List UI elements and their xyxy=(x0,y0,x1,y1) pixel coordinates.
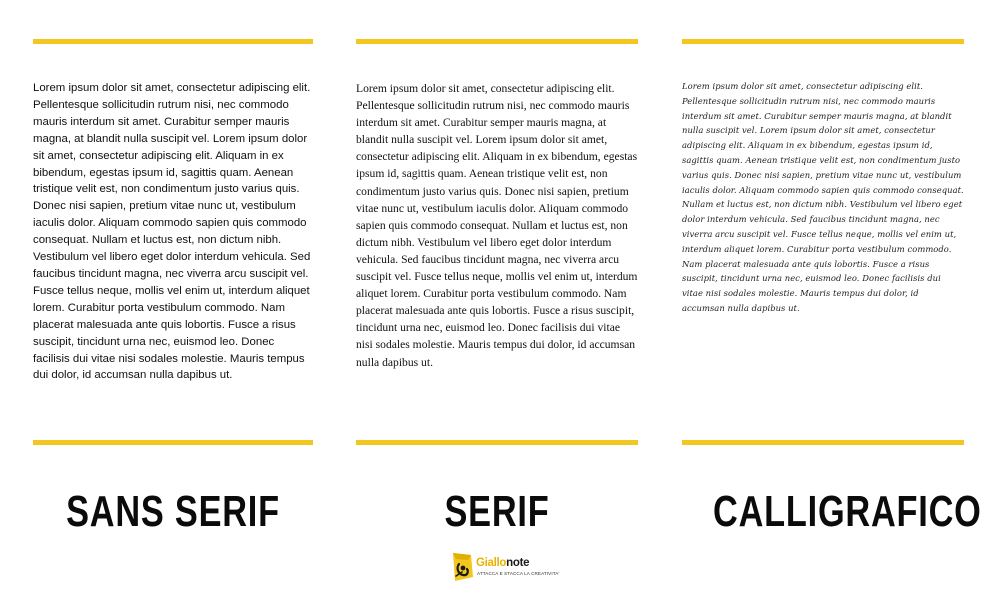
sample-text-serif: Lorem ipsum dolor sit amet, consectetur adipiscing elit. Pellentesque sollicitudin rutrum nisi, nec commodo mauris interdum sit amet. Curabitur semper mauris magna, at blandit nulla suscipit vel. Lorem ipsum dolor sit amet, consectetur adipiscing elit. Aliquam in ex bibendum, egestas ipsum id, sagittis quam. Aenean tristique velit est, non condimentum justo varius quis. Donec nisi sapien, pretium vitae nunc ut, vestibulum iaculis dolor. Aliquam commodo sapien quis commodo consequat. Nullam et luctus est, non dictum nibh. Vestibulum vel libero eget dolor interdum vehicula. Sed faucibus tincidunt magna, nec viverra arcu suscipit vel. Fusce tellus neque, mollis vel enim ut, interdum aliquet lorem. Curabitur porta vestibulum commodo. Nam placerat malesuada ante quis lobortis. Fusce a risus suscipit, tincidunt urna nec, euismod leo. Donec facilisis dui vitae nisi sodales molestie. Mauris tempus dui dolor, id accumsan nulla dapibus ut. xyxy=(356,82,638,369)
column-calligrafico xyxy=(682,0,982,600)
column-serif xyxy=(356,0,638,600)
font-label-sans-serif: SANS SERIF xyxy=(66,487,280,536)
font-label-serif: SERIF xyxy=(444,487,550,536)
sample-text-sans-serif: Lorem ipsum dolor sit amet, consectetur adipiscing elit. Pellentesque sollicitudin rutrum nisi, nec commodo mauris interdum sit amet. Curabitur semper mauris magna, at blandit nulla suscipit vel. Lorem ipsum dolor sit amet, consectetur adipiscing elit. Aliquam in ex bibendum, egestas ipsum id, sagittis quam. Aenean tristique velit est, non condimentum justo varius quis. Donec nisi sapien, pretium vitae nunc ut, vestibulum iaculis dolor. Aliquam commodo sapien quis commodo consequat. Nullam et luctus est, non dictum nibh. Vestibulum vel libero eget dolor interdum vehicula. Sed faucibus tincidunt magna, nec viverra arcu suscipit vel. Fusce tellus neque, mollis vel enim ut, interdum aliquet lorem. Curabitur porta vestibulum commodo. Nam placerat malesuada ante quis lobortis. Fusce a risus suscipit, tincidunt urna nec, euismod leo. Donec facilisis dui vitae nisi sodales molestie. Mauris tempus dui dolor, id accumsan nulla dapibus ut. xyxy=(33,82,311,382)
bottom-divider xyxy=(682,440,964,445)
column-sans-serif xyxy=(33,0,313,600)
giallonote-logo xyxy=(450,551,560,587)
brand-name: Giallonote xyxy=(476,557,530,569)
bottom-divider xyxy=(356,440,638,445)
sample-text-calligrafico: Lorem ipsum dolor sit amet, consectetur adipiscing elit. Pellentesque sollicitudin rutrum nisi, nec commodo mauris interdum sit amet. Curabitur semper mauris magna, at blandit nulla suscipit vel. Lorem ipsum dolor sit amet, consectetur adipiscing elit. Aliquam in ex bibendum, egestas ipsum id, sagittis quam. Aenean tristique velit est, non condimentum justo varius quis. Donec nisi sapien, pretium vitae nunc ut, vestibulum iaculis dolor. Aliquam commodo sapien quis commodo consequat. Nullam et luctus est, non dictum nibh. Vestibulum vel libero eget dolor interdum vehicula. Sed faucibus tincidunt magna, nec viverra arcu suscipit vel. Fusce tellus neque, mollis vel enim ut, interdum aliquet lorem. Curabitur porta vestibulum commodo. Nam placerat malesuada ante quis lobortis. Fusce a risus suscipit, tincidunt urna nec, euismod leo. Donec facilisis dui vitae nisi sodales molestie. Mauris tempus dui dolor, id accumsan nulla dapibus ut. xyxy=(682,81,964,313)
note-pin-icon xyxy=(450,551,476,583)
top-divider xyxy=(356,39,638,44)
font-label-calligrafico: CALLIGRAFICO xyxy=(713,487,982,536)
bottom-divider xyxy=(33,440,313,445)
top-divider xyxy=(33,39,313,44)
brand-tagline: ATTACCA E STACCA LA CREATIVITA' xyxy=(477,571,560,576)
top-divider xyxy=(682,39,964,44)
